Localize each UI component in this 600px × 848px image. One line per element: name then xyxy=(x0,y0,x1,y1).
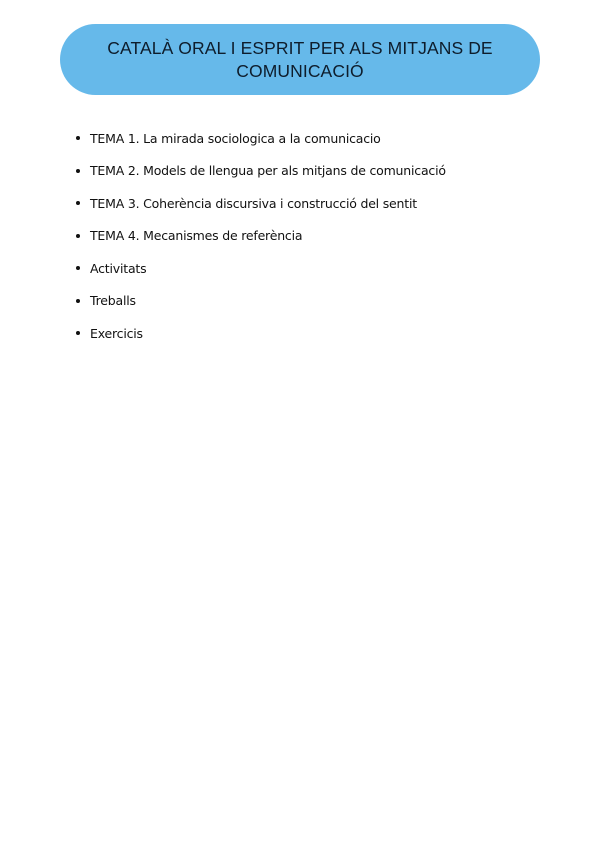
bullet-icon xyxy=(76,331,80,335)
bullet-icon xyxy=(76,136,80,140)
toc-item-label: TEMA 1. La mirada sociologica a la comunicacio xyxy=(90,130,381,146)
bullet-icon xyxy=(76,169,80,173)
bullet-icon xyxy=(76,201,80,205)
title-banner xyxy=(60,24,540,95)
toc-item-tema-1[interactable] xyxy=(76,122,446,155)
toc-item-tema-4[interactable] xyxy=(76,220,446,253)
toc-item-treballs[interactable] xyxy=(76,285,446,318)
toc-item-label: TEMA 2. Models de llengua per als mitjans de comunicació xyxy=(90,163,446,179)
toc-item-activitats[interactable] xyxy=(76,252,446,285)
toc-list xyxy=(76,122,446,350)
toc-item-tema-2[interactable] xyxy=(76,155,446,188)
toc-item-label: TEMA 3. Coherència discursiva i construcció del sentit xyxy=(90,195,417,211)
bullet-icon xyxy=(76,299,80,303)
toc-item-tema-3[interactable] xyxy=(76,187,446,220)
toc-item-label: Treballs xyxy=(90,293,136,309)
toc-item-label: Activitats xyxy=(90,260,147,276)
page-title: CATALÀ ORAL I ESPRIT PER ALS MITJANS DE COMUNICACIÓ xyxy=(107,37,493,81)
toc-item-label: TEMA 4. Mecanismes de referència xyxy=(90,228,303,244)
bullet-icon xyxy=(76,266,80,270)
bullet-icon xyxy=(76,234,80,238)
toc-item-label: Exercicis xyxy=(90,325,143,341)
toc-item-exercicis[interactable] xyxy=(76,317,446,350)
